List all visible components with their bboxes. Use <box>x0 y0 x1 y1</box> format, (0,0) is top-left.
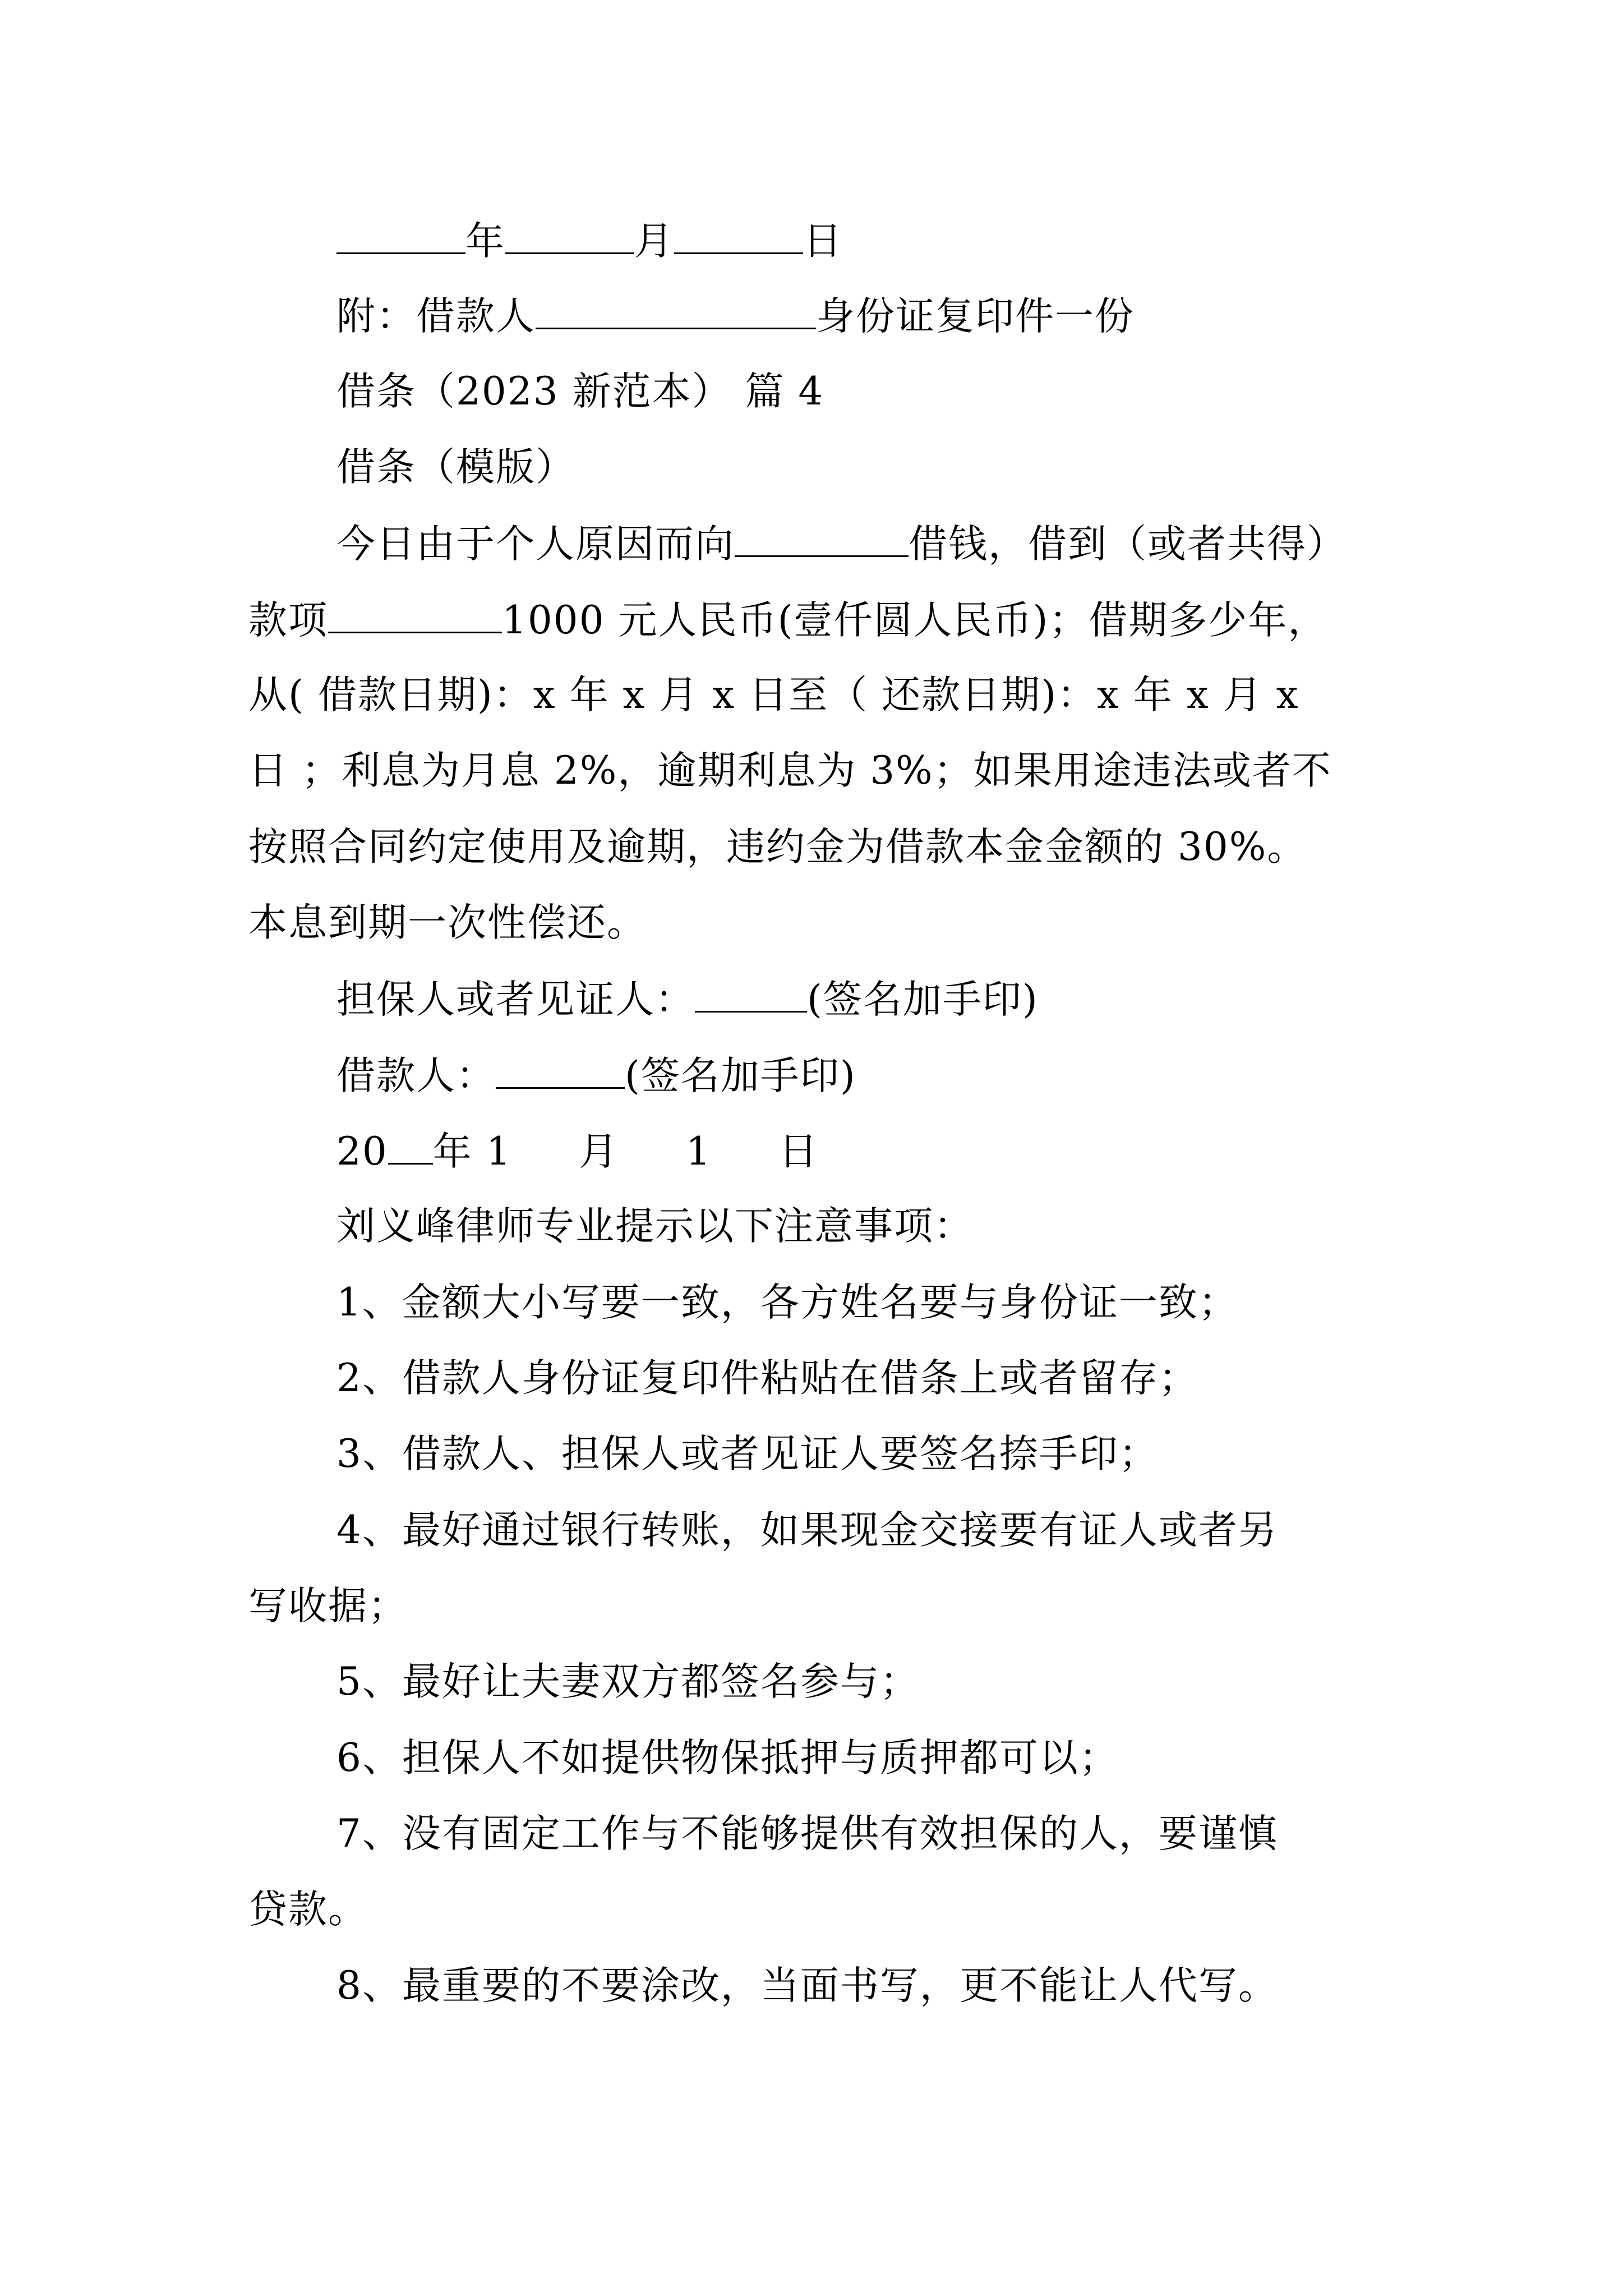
tip-item-3: 3、借款人、担保人或者见证人要签名捺手印； <box>336 1432 1159 1476</box>
attachment-line <box>336 293 1135 339</box>
body-text: 今日由于个人原因而向 <box>336 522 735 567</box>
tip-item-8: 8、最重要的不要涂改，当面书写，更不能让人代写。 <box>336 1963 1278 2008</box>
guarantor-signature-line <box>336 976 1039 1022</box>
tip-item-4-line-2: 写收据； <box>248 1584 408 1628</box>
date-prefix: 20 <box>336 1129 388 1174</box>
document-title: 借条（模版） <box>336 445 575 490</box>
month-blank <box>505 218 634 254</box>
tip-item-6: 6、担保人不如提供物保抵押与质押都可以； <box>336 1736 1119 1780</box>
day-label: 日 <box>803 219 843 264</box>
year-blank <box>336 218 465 254</box>
body-text: 款项 <box>248 598 328 643</box>
guarantor-blank <box>695 976 807 1013</box>
lender-blank <box>735 521 909 557</box>
day-blank <box>674 218 803 254</box>
date-year-blank <box>388 1128 433 1165</box>
tips-heading: 刘义峰律师专业提示以下注意事项： <box>336 1204 974 1249</box>
body-text: 1000 元人民币(壹仟圆人民币)；借期多少年， <box>502 598 1328 643</box>
body-line-3: 从( 借款日期)：x 年 x 月 x 日至（ 还款日期)：x 年 x 月 x <box>248 673 1299 717</box>
borrower-name-blank <box>536 293 816 329</box>
body-line-6: 本息到期一次性偿还。 <box>248 900 647 945</box>
date-rest: 年 1 月 1 日 <box>432 1129 819 1174</box>
tip-item-4-line-1: 4、最好通过银行转账，如果现金交接要有证人或者另 <box>336 1508 1278 1553</box>
tip-item-1: 1、金额大小写要一致，各方姓名要与身份证一致； <box>336 1280 1238 1325</box>
borrower-blank <box>496 1052 625 1089</box>
guarantor-label: 担保人或者见证人： <box>336 977 695 1022</box>
tip-item-2: 2、借款人身份证复印件粘贴在借条上或者留存； <box>336 1356 1198 1401</box>
date-line <box>336 218 843 264</box>
body-line-4: 日 ；利息为月息 2%，逾期利息为 3%；如果用途违法或者不 <box>248 748 1332 793</box>
body-text: 借钱，借到（或者共得） <box>909 522 1347 567</box>
attachment-prefix: 附：借款人 <box>336 294 536 339</box>
year-label: 年 <box>465 219 505 264</box>
body-line-1 <box>336 521 1347 567</box>
tip-item-7-line-2: 贷款。 <box>248 1887 368 1932</box>
signature-date-line <box>336 1128 819 1174</box>
body-line-5: 按照合同约定使用及逾期，违约金为借款本金金额的 30%。 <box>248 825 1307 869</box>
tip-item-5: 5、最好让夫妻双方都签名参与； <box>336 1659 920 1704</box>
guarantor-note: (签名加手印) <box>807 977 1039 1022</box>
attachment-suffix: 身份证复印件一份 <box>816 294 1135 339</box>
month-label: 月 <box>634 219 674 264</box>
borrower-note: (签名加手印) <box>625 1053 856 1098</box>
section-title: 借条（2023 新范本） 篇 4 <box>336 369 824 414</box>
body-line-2 <box>248 597 1327 643</box>
borrower-signature-line <box>336 1052 856 1098</box>
tip-item-7-line-1: 7、没有固定工作与不能够提供有效担保的人，要谨慎 <box>336 1811 1278 1856</box>
borrower-label: 借款人： <box>336 1053 496 1098</box>
amount-blank <box>328 597 502 633</box>
